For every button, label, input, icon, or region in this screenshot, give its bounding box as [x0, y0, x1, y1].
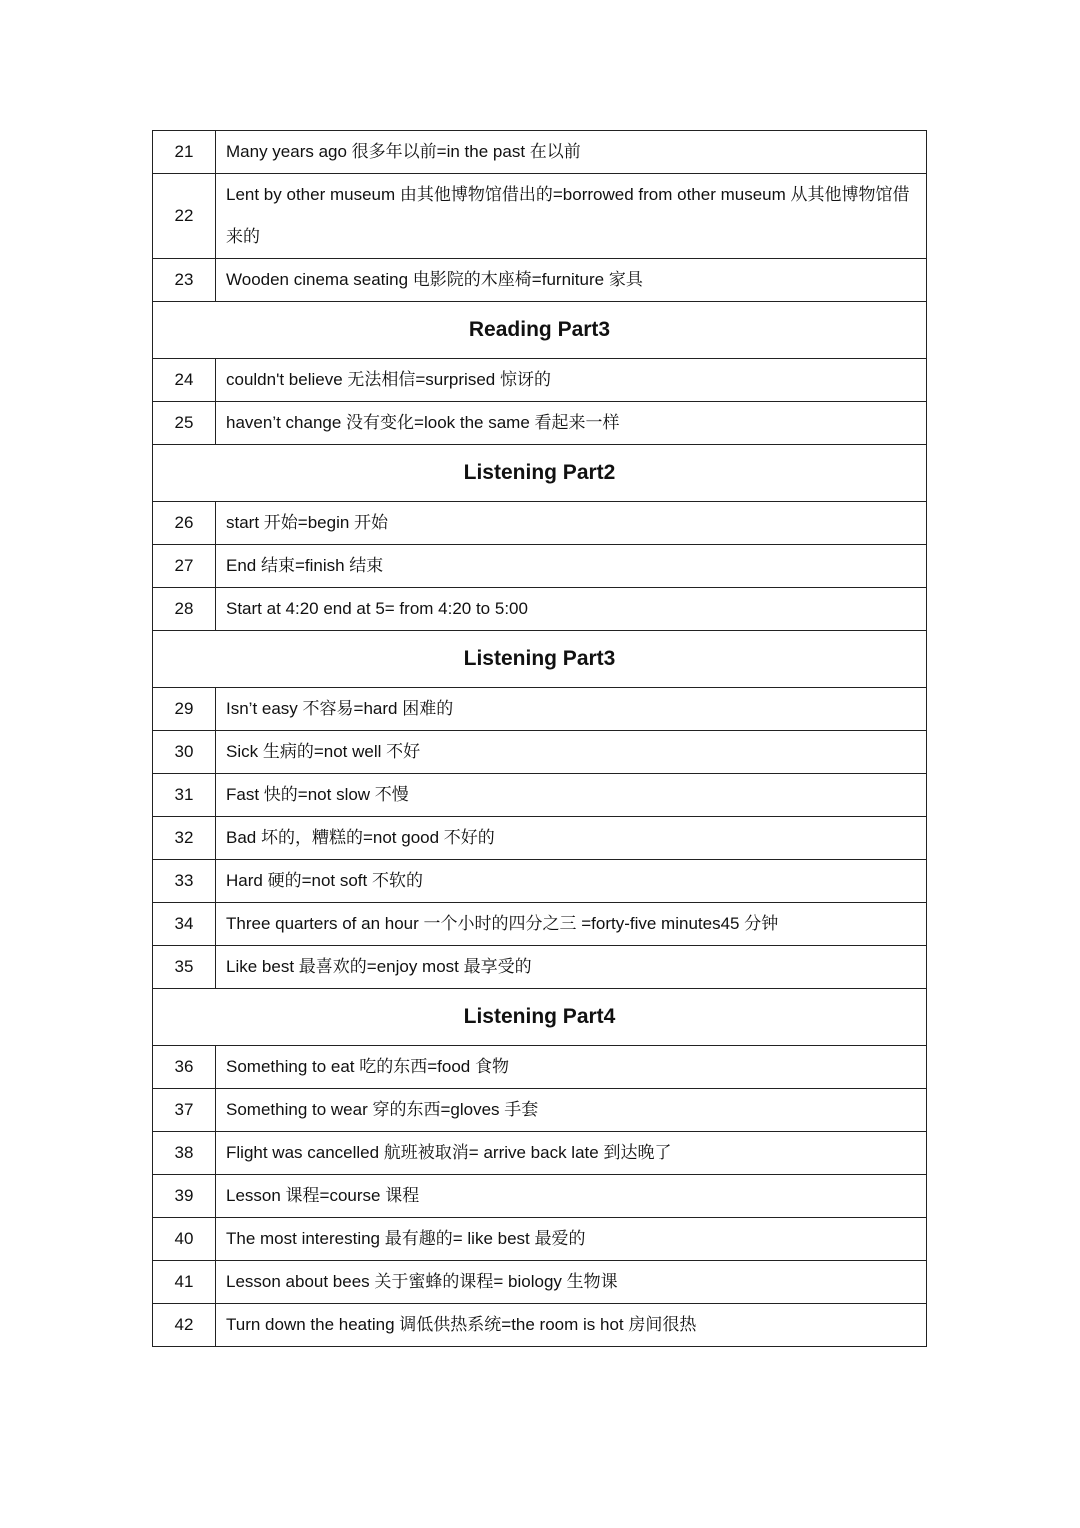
row-number: 33 — [153, 860, 216, 903]
row-text: Start at 4:20 end at 5= from 4:20 to 5:00 — [216, 588, 927, 631]
row-text: Lent by other museum 由其他博物馆借出的=borrowed from other museum 从其他博物馆借来的 — [216, 174, 927, 259]
table-row — [153, 259, 927, 302]
row-text: Bad 坏的，糟糕的=not good 不好的 — [216, 817, 927, 860]
row-text: Three quarters of an hour 一个小时的四分之三 =forty-five minutes45 分钟 — [216, 903, 927, 946]
row-number: 28 — [153, 588, 216, 631]
table-row — [153, 731, 927, 774]
section-header-row — [153, 631, 927, 688]
row-text: Lesson about bees 关于蜜蜂的课程= biology 生物课 — [216, 1261, 927, 1304]
row-number: 37 — [153, 1089, 216, 1132]
row-text: End 结束=finish 结束 — [216, 545, 927, 588]
row-number: 26 — [153, 502, 216, 545]
table-row — [153, 1218, 927, 1261]
row-text: Many years ago 很多年以前=in the past 在以前 — [216, 131, 927, 174]
table-row — [153, 1089, 927, 1132]
table-row — [153, 774, 927, 817]
row-number: 39 — [153, 1175, 216, 1218]
row-number: 31 — [153, 774, 216, 817]
row-text: haven’t change 没有变化=look the same 看起来一样 — [216, 402, 927, 445]
table-row — [153, 545, 927, 588]
row-number: 30 — [153, 731, 216, 774]
vocabulary-table — [152, 130, 927, 1347]
row-text: Fast 快的=not slow 不慢 — [216, 774, 927, 817]
row-text: Something to eat 吃的东西=food 食物 — [216, 1046, 927, 1089]
table-row — [153, 1304, 927, 1347]
table-row — [153, 502, 927, 545]
row-text: couldn't believe 无法相信=surprised 惊讶的 — [216, 359, 927, 402]
row-number: 25 — [153, 402, 216, 445]
row-number: 21 — [153, 131, 216, 174]
table-row — [153, 860, 927, 903]
row-text: Sick 生病的=not well 不好 — [216, 731, 927, 774]
table-row — [153, 402, 927, 445]
section-title: Listening Part4 — [153, 989, 927, 1046]
row-number: 29 — [153, 688, 216, 731]
table-row — [153, 359, 927, 402]
table-row — [153, 1132, 927, 1175]
table-row — [153, 1046, 927, 1089]
section-title: Reading Part3 — [153, 302, 927, 359]
table-row — [153, 946, 927, 989]
row-text: The most interesting 最有趣的= like best 最爱的 — [216, 1218, 927, 1261]
row-number: 42 — [153, 1304, 216, 1347]
row-number: 35 — [153, 946, 216, 989]
row-text: Lesson 课程=course 课程 — [216, 1175, 927, 1218]
row-number: 22 — [153, 174, 216, 259]
row-text: Wooden cinema seating 电影院的木座椅=furniture 家具 — [216, 259, 927, 302]
table-row — [153, 131, 927, 174]
row-text: Like best 最喜欢的=enjoy most 最享受的 — [216, 946, 927, 989]
vocabulary-table-body — [153, 131, 927, 1347]
row-text: Something to wear 穿的东西=gloves 手套 — [216, 1089, 927, 1132]
row-number: 24 — [153, 359, 216, 402]
row-number: 32 — [153, 817, 216, 860]
row-text: Turn down the heating 调低供热系统=the room is hot 房间很热 — [216, 1304, 927, 1347]
section-header-row — [153, 445, 927, 502]
table-row — [153, 1175, 927, 1218]
table-row — [153, 174, 927, 259]
table-row — [153, 903, 927, 946]
row-text: Isn’t easy 不容易=hard 困难的 — [216, 688, 927, 731]
row-number: 38 — [153, 1132, 216, 1175]
section-header-row — [153, 302, 927, 359]
row-number: 40 — [153, 1218, 216, 1261]
section-title: Listening Part3 — [153, 631, 927, 688]
row-number: 27 — [153, 545, 216, 588]
section-header-row — [153, 989, 927, 1046]
table-row — [153, 1261, 927, 1304]
row-number: 23 — [153, 259, 216, 302]
table-row — [153, 688, 927, 731]
table-row — [153, 817, 927, 860]
row-text: start 开始=begin 开始 — [216, 502, 927, 545]
row-number: 36 — [153, 1046, 216, 1089]
row-number: 34 — [153, 903, 216, 946]
row-text: Flight was cancelled 航班被取消= arrive back late 到达晚了 — [216, 1132, 927, 1175]
row-text: Hard 硬的=not soft 不软的 — [216, 860, 927, 903]
table-row — [153, 588, 927, 631]
section-title: Listening Part2 — [153, 445, 927, 502]
row-number: 41 — [153, 1261, 216, 1304]
